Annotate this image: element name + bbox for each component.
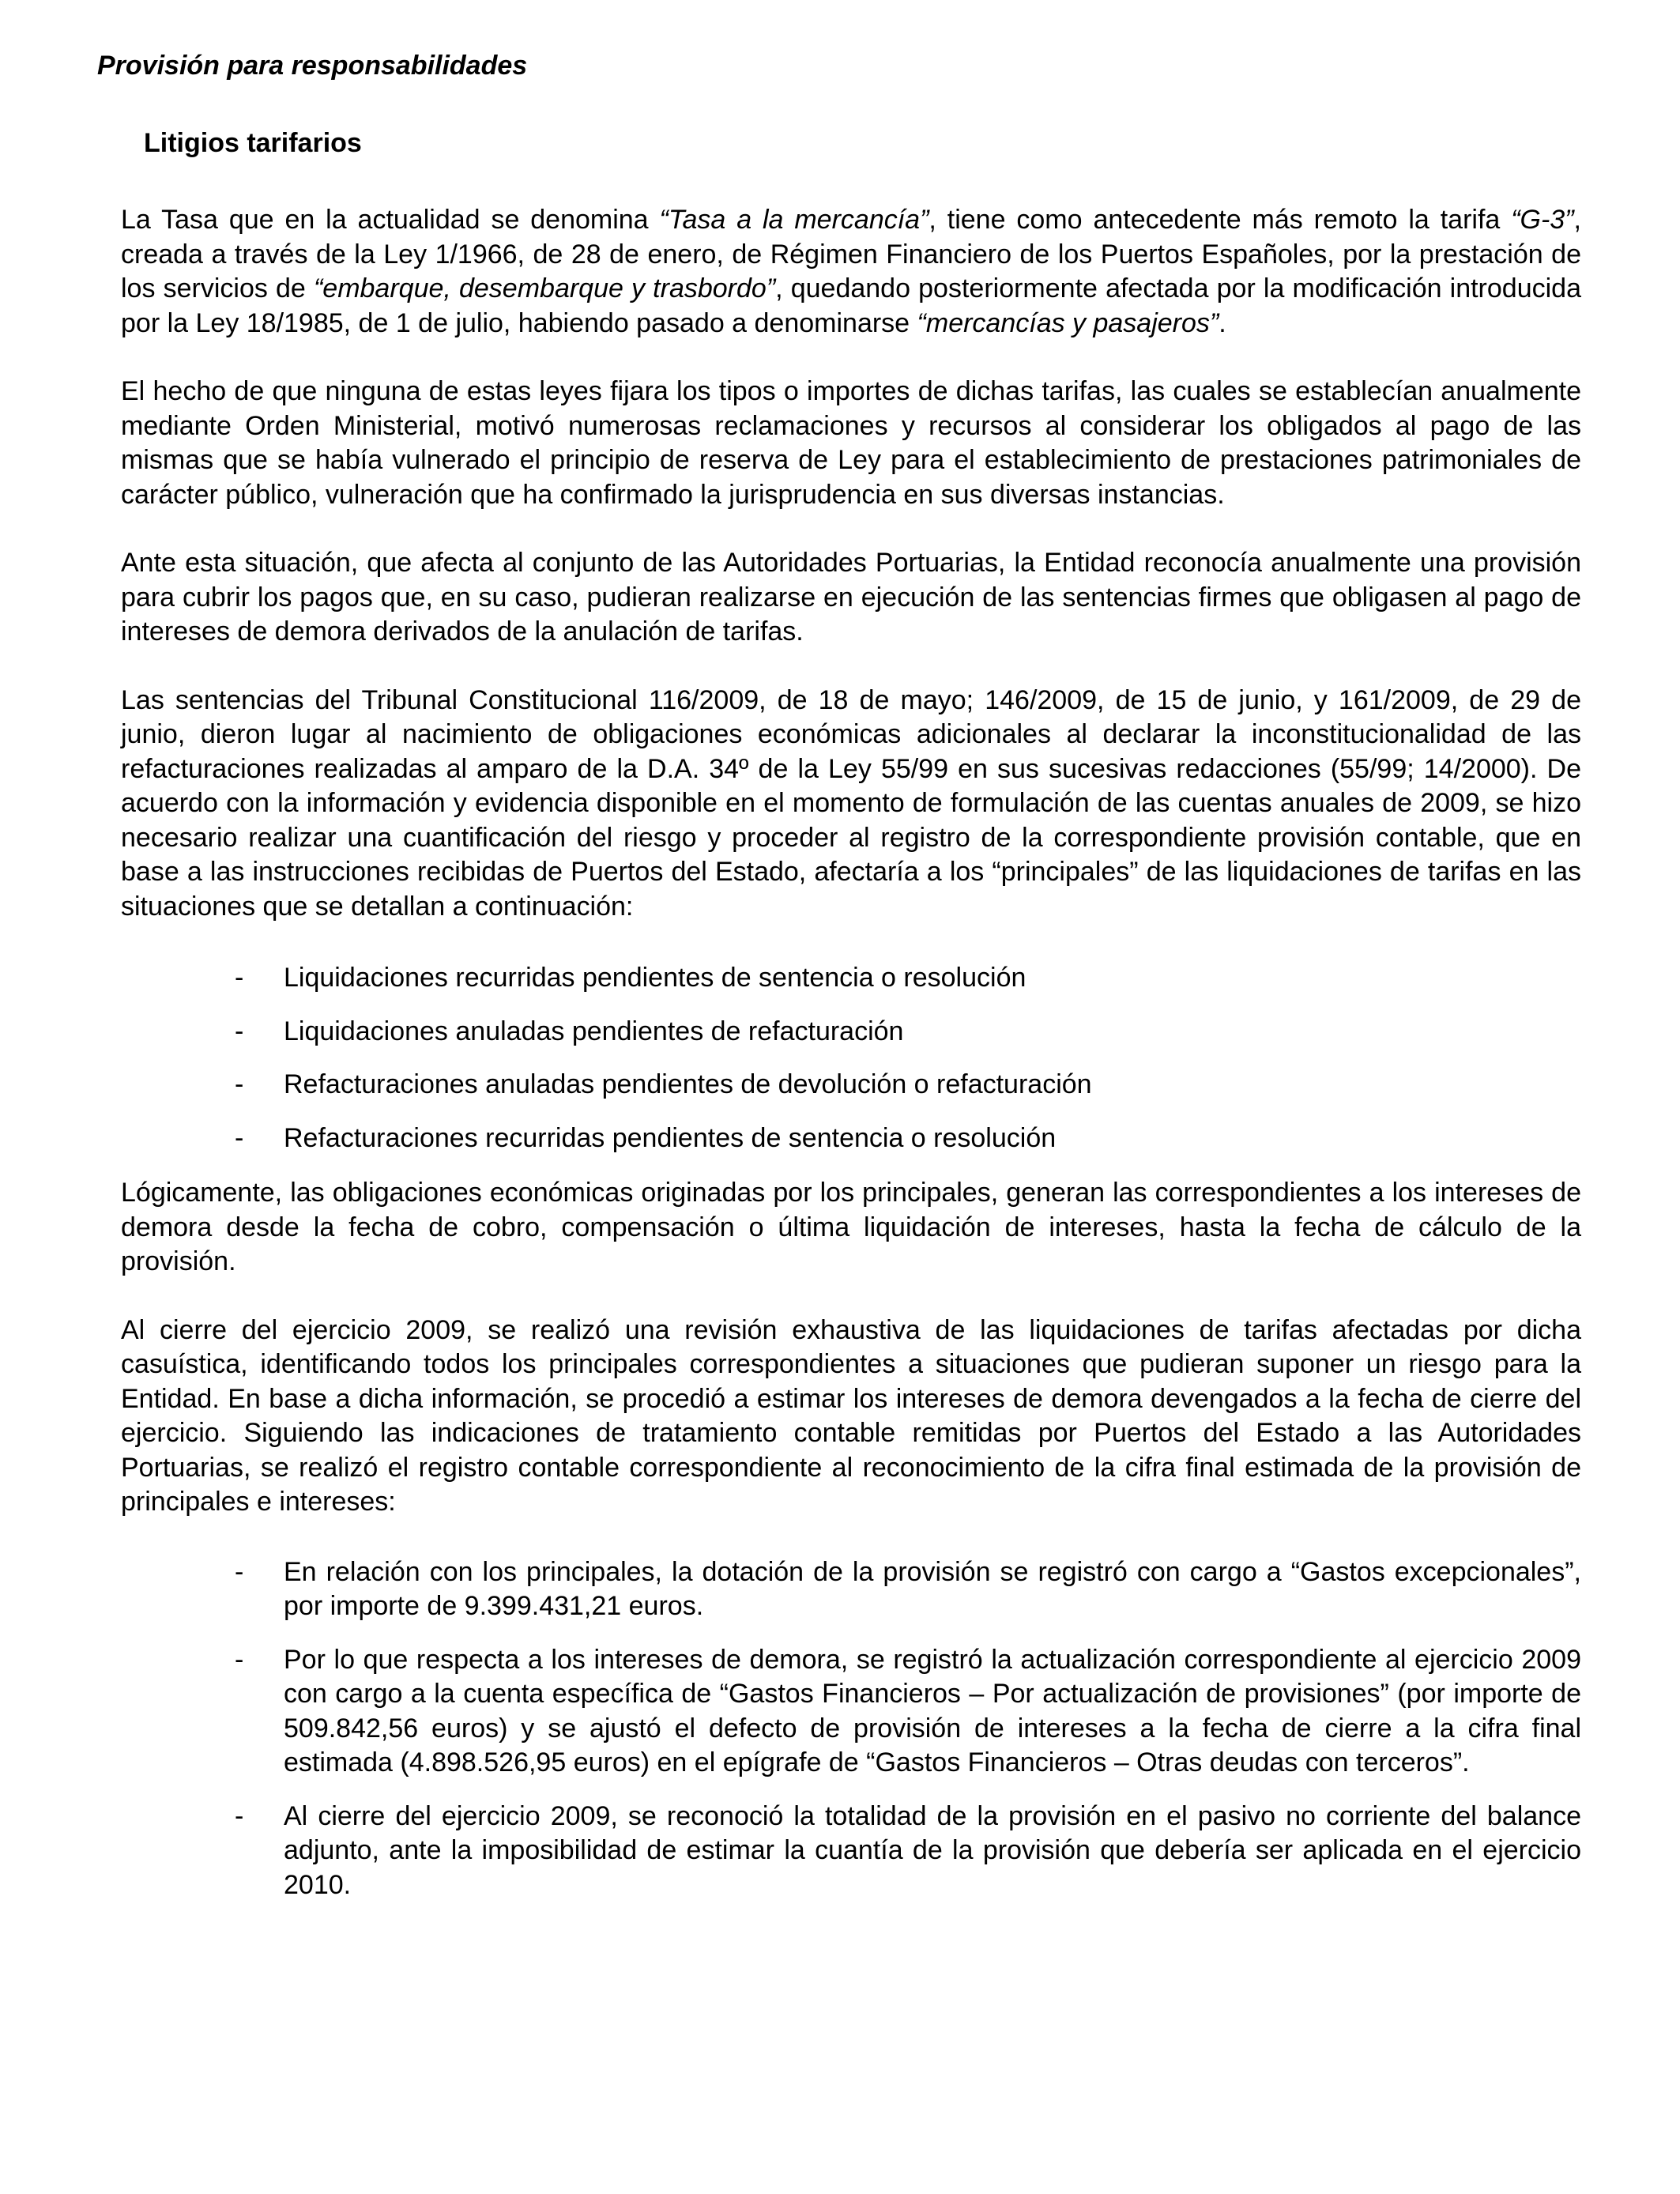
list-item-text: Refacturaciones recurridas pendientes de sentencia o resolución [284, 1122, 1057, 1153]
list-item-text: Liquidaciones recurridas pendientes de sentencia o resolución [284, 963, 1026, 993]
list-item-text: Al cierre del ejercicio 2009, se reconoció la totalidad de la provisión en el pasivo no corriente del balance adjunto, ante la imposibilidad de estimar la cuantía de la provisión que debería ser aplicada en el ejercicio 2010. [284, 1800, 1581, 1900]
dash-bullet: - [235, 1069, 244, 1099]
p1-italic-embarque: “embarque, desembarque y trasbordo” [313, 273, 776, 303]
subsection-heading: Litigios tarifarios [144, 128, 362, 158]
list-item-text: Liquidaciones anuladas pendientes de refacturación [284, 1016, 904, 1046]
dash-bullet: - [235, 1800, 244, 1831]
p1-text-g: , quedando posteriormente afectada por la modificación introducida por la Ley 18/1985, de 1 de julio, habiendo pasado a denominarse [121, 273, 1581, 338]
list-item [121, 1555, 1581, 1624]
list-item [121, 961, 1581, 996]
dash-bullet: - [235, 1644, 244, 1675]
p1-italic-mercancias: “mercancías y pasajeros” [917, 307, 1219, 338]
paragraph-6: Al cierre del ejercicio 2009, se realizó una revisión exhaustiva de las liquidaciones de tarifas afectadas por dicha casuística, identificando todos los principales correspondientes a situaciones que pudieran suponer un riesgo para la Entidad. En base a dicha información, se procedió a estimar los intereses de demora devengados a la fecha de cierre del ejercicio. Siguiendo las indicaciones de tratamiento contable remitidas por Puertos del Estado a las Autoridades Portuarias, se realizó el registro contable correspondiente al reconocimiento de la cifra final estimada de la provisión de principales e intereses: [121, 1314, 1581, 1517]
list-item [121, 1643, 1581, 1781]
accounting-list [121, 1555, 1581, 1903]
situations-list [121, 961, 1581, 1155]
dash-bullet: - [235, 1556, 244, 1587]
list-item-text: En relación con los principales, la dotación de la provisión se registró con cargo a “Gastos excepcionales”, por importe de 9.399.431,21 euros. [284, 1556, 1581, 1621]
paragraph-3: Ante esta situación, que afecta al conjunto de las Autoridades Portuarias, la Entidad reconocía anualmente una provisión para cubrir los pagos que, en su caso, pudieran realizarse en ejecución de las sentencias firmes que obligasen al pago de intereses de demora derivados de la anulación de tarifas. [121, 548, 1581, 647]
paragraph-4: Las sentencias del Tribunal Constitucional 116/2009, de 18 de mayo; 146/2009, de 15 de junio, y 161/2009, de 29 de junio, dieron lugar al nacimiento de obligaciones económicas adicionales al declarar la inconstitucionalidad de las refacturaciones realizadas al amparo de la D.A. 34º de la Ley 55/99 en sus sucesivas redacciones (55/99; 14/2000). De acuerdo con la información y evidencia disponible en el momento de formulación de las cuentas anuales de 2009, se hizo necesario realizar una cuantificación del riesgo y proceder al registro de la correspondiente provisión contable, que en base a las instrucciones recibidas de Puertos del Estado, afectaría a los “principales” de las liquidaciones de tarifas en las situaciones que se detallan a continuación: [121, 684, 1581, 922]
paragraph-2: El hecho de que ninguna de estas leyes fijara los tipos o importes de dichas tarifas, las cuales se establecían anualmente mediante Orden Ministerial, motivó numerosas reclamaciones y recursos al considerar los obligados al pago de las mismas que se había vulnerado el principio de reserva de Ley para el establecimiento de prestaciones patrimoniales de carácter público, vulneración que ha confirmado la jurisprudencia en sus diversas instancias. [121, 376, 1581, 510]
list-item [121, 1068, 1581, 1103]
p1-text-i: . [1219, 307, 1226, 338]
list-item-text: Refacturaciones anuladas pendientes de devolución o refacturación [284, 1069, 1092, 1099]
p1-italic-tasa: “Tasa a la mercancía” [659, 205, 929, 235]
list-item [121, 1015, 1581, 1050]
section-heading: Provisión para responsabilidades [97, 51, 528, 81]
list-item-text: Por lo que respecta a los intereses de demora, se registró la actualización correspondiente al ejercicio 2009 con cargo a la cuenta específica de “Gastos Financieros – Por actualización de provisiones” (por importe de 509.842,56 euros) y se ajustó el defecto de provisión de intereses a la fecha de cierre a la cifra final estimada (4.898.526,95 euros) en el epígrafe de “Gastos Financieros – Otras deudas con terceros”. [284, 1644, 1581, 1777]
list-item [121, 1122, 1581, 1156]
p1-text-a: La Tasa que en la actualidad se denomina [121, 205, 660, 235]
paragraph-1 [121, 203, 1581, 341]
dash-bullet: - [235, 1122, 244, 1153]
paragraph-5: Lógicamente, las obligaciones económicas originadas por los principales, generan las correspondientes a los intereses de demora desde la fecha de cobro, compensación o última liquidación de intereses, hasta la fecha de cálculo de la provisión. [121, 1178, 1581, 1276]
p1-text-e: , creada a través de la Ley 1/1966, de 28 de enero, de Régimen Financiero de los Puertos Españoles, por la prestación de los servicios de [121, 205, 1581, 303]
p1-italic-g3: “G-3” [1511, 205, 1574, 235]
p1-text-c: , tiene como antecedente más remoto la tarifa [929, 205, 1512, 235]
list-item [121, 1800, 1581, 1903]
dash-bullet: - [235, 1016, 244, 1046]
dash-bullet: - [235, 963, 244, 993]
